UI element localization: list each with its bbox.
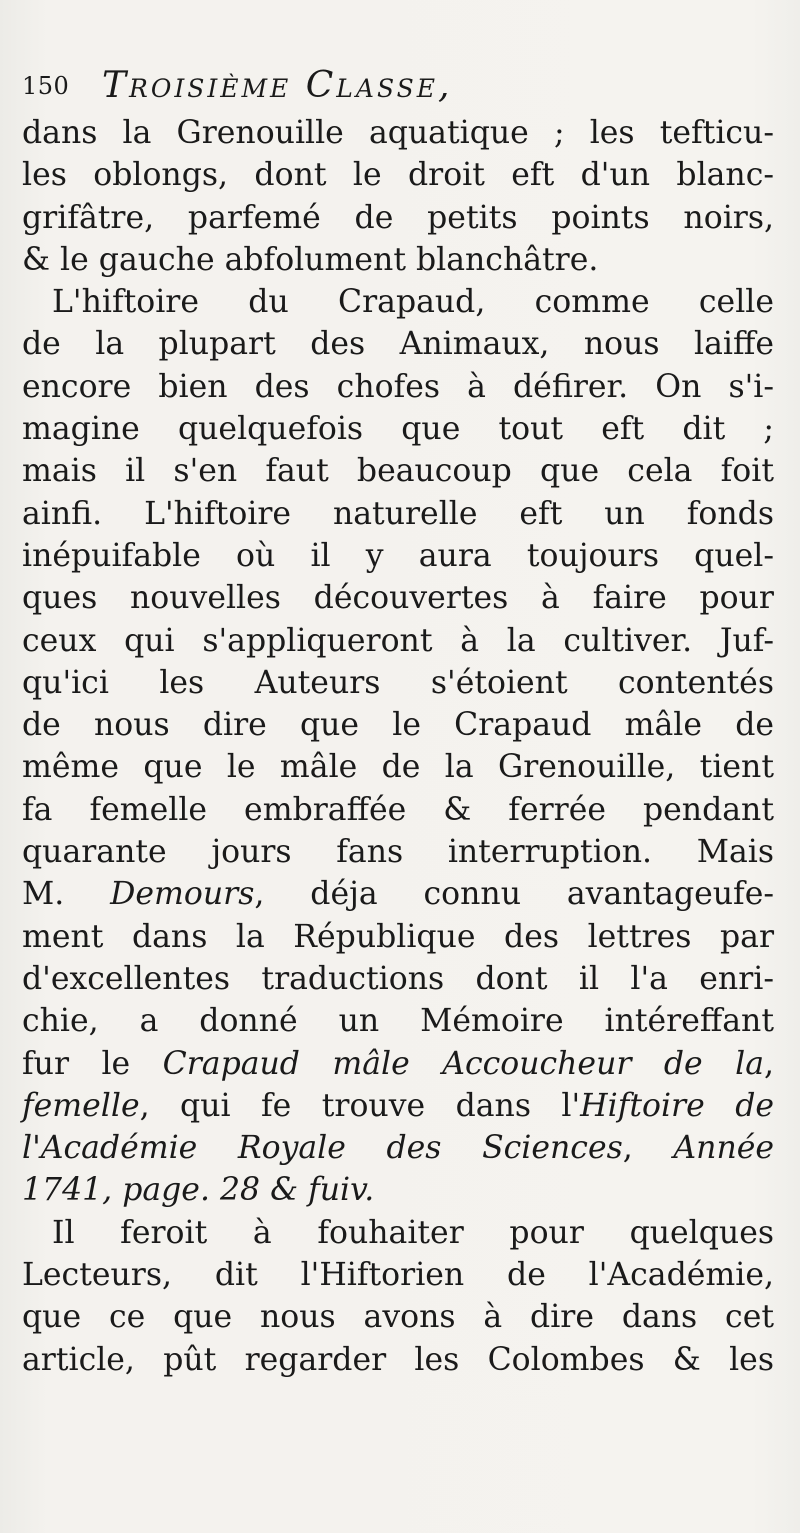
text-line xyxy=(22,577,774,619)
text-line xyxy=(22,916,774,958)
text-run: Lecteurs, dit l'Hiftorien de l'Académie, xyxy=(22,1257,774,1294)
text-run: quarante jours fans interruption. Mais xyxy=(22,834,774,871)
text-line xyxy=(22,493,774,535)
text-line xyxy=(22,239,774,281)
text-line xyxy=(22,1127,774,1169)
text-run: M. xyxy=(22,876,111,913)
text-line xyxy=(22,746,774,788)
text-run: d'excellentes traductions dont il l'a enri- xyxy=(22,960,774,997)
text-line xyxy=(22,1169,774,1211)
text-line xyxy=(22,1212,774,1254)
text-run: , qui fe trouve dans l' xyxy=(139,1087,581,1124)
text-run: dans la Grenouille aquatique ; les tefticu- xyxy=(22,115,774,151)
text-run: que ce que nous avons à dire dans cet xyxy=(22,1299,774,1336)
text-run: ainfi. L'hiftoire naturelle eft un fonds xyxy=(22,495,774,532)
running-title: Troisième Classe, xyxy=(102,65,453,106)
text-line xyxy=(22,620,774,662)
italic-text: femelle xyxy=(22,1087,140,1124)
text-line xyxy=(22,831,774,873)
page-header xyxy=(22,66,782,106)
text-line xyxy=(22,1296,774,1338)
text-run: qu'ici les Auteurs s'étoient contentés xyxy=(22,664,774,701)
text-run: de nous dire que le Crapaud mâle de xyxy=(22,707,774,744)
text-run: magine quelquefois que tout eft dit ; xyxy=(22,411,774,448)
text-line xyxy=(22,112,774,154)
italic-text: Année xyxy=(673,1130,775,1167)
text-line xyxy=(22,1000,774,1042)
text-line xyxy=(22,662,774,704)
text-run: ceux qui s'appliqueront à la cultiver. Juf- xyxy=(22,622,774,659)
text-line xyxy=(22,535,774,577)
italic-text: Crapaud mâle Accoucheur de la xyxy=(162,1045,764,1082)
text-run: inépuifable où il y aura toujours quel- xyxy=(22,537,774,574)
text-run: fur le xyxy=(22,1045,163,1082)
text-run: L'hiftoire du Crapaud, comme celle xyxy=(52,284,774,321)
text-line xyxy=(22,873,774,915)
text-run: ques nouvelles découvertes à faire pour xyxy=(22,580,774,617)
text-run: même que le mâle de la Grenouille, tient xyxy=(22,749,774,786)
text-run: mais il s'en faut beaucoup que cela foit xyxy=(22,453,774,490)
text-line xyxy=(22,450,774,492)
text-line xyxy=(22,704,774,746)
text-line xyxy=(22,197,774,239)
text-run: de la plupart des Animaux, nous laiffe xyxy=(22,326,774,363)
text-line xyxy=(22,789,774,831)
text-line xyxy=(22,323,774,365)
text-line xyxy=(22,958,774,1000)
italic-text: 1741, page. 28 & fuiv. xyxy=(22,1172,375,1209)
text-run: , xyxy=(622,1130,674,1167)
text-run: chie, a donné un Mémoire intéreffant xyxy=(22,1003,774,1040)
text-line xyxy=(22,1085,774,1127)
text-line xyxy=(22,154,774,196)
text-run: , xyxy=(763,1045,774,1082)
text-run: Il feroit à fouhaiter pour quelques xyxy=(52,1214,774,1251)
text-run: ment dans la République des lettres par xyxy=(22,918,774,955)
italic-text: l'Académie Royale des Sciences xyxy=(22,1130,623,1167)
text-run: article, pût regarder les Colombes & les xyxy=(22,1341,774,1378)
body-text xyxy=(22,112,774,1381)
italic-text: Hiftoire de xyxy=(580,1087,774,1124)
text-line xyxy=(22,366,774,408)
text-line xyxy=(22,408,774,450)
italic-text: Demours xyxy=(110,876,255,913)
text-run: grifâtre, parfemé de petits points noirs, xyxy=(22,199,774,236)
text-run: fa femelle embraffée & ferrée pendant xyxy=(22,791,774,828)
text-line xyxy=(22,1254,774,1296)
text-run: les oblongs, dont le droit eft d'un blanc- xyxy=(22,157,774,194)
text-line xyxy=(22,281,774,323)
text-run: & le gauche abfolument blanchâtre. xyxy=(22,241,599,278)
text-run: , déja connu avantageufe- xyxy=(254,876,774,913)
text-line xyxy=(22,1339,774,1381)
text-run: encore bien des chofes à défirer. On s'i- xyxy=(22,368,774,405)
text-line xyxy=(22,1043,774,1085)
page-number: 150 xyxy=(22,72,70,100)
